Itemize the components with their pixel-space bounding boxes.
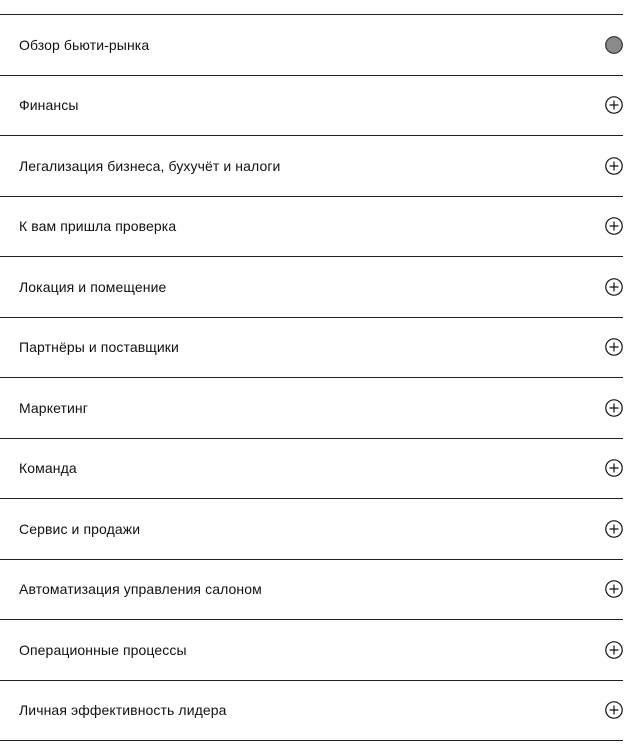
accordion-item[interactable] xyxy=(0,499,623,560)
plus-circle-icon[interactable] xyxy=(605,520,623,538)
accordion-item-label: Сервис и продажи xyxy=(19,520,141,537)
accordion-item-label: Локация и помещение xyxy=(19,278,167,295)
accordion-item-label: К вам пришла проверка xyxy=(19,218,177,235)
plus-circle-icon[interactable] xyxy=(605,399,623,417)
filled-circle-icon[interactable] xyxy=(605,36,623,54)
accordion-item[interactable] xyxy=(0,318,623,379)
accordion-item[interactable] xyxy=(0,439,623,500)
accordion-item-label: Маркетинг xyxy=(19,399,88,416)
accordion-item-label: Команда xyxy=(19,460,77,477)
plus-circle-icon[interactable] xyxy=(605,217,623,235)
accordion-item[interactable] xyxy=(0,257,623,318)
plus-circle-icon[interactable] xyxy=(605,701,623,719)
plus-circle-icon[interactable] xyxy=(605,338,623,356)
plus-circle-icon[interactable] xyxy=(605,96,623,114)
accordion-item-label: Операционные процессы xyxy=(19,641,187,658)
accordion-item[interactable] xyxy=(0,378,623,439)
accordion-item-label: Личная эффективность лидера xyxy=(19,702,227,719)
accordion-item[interactable] xyxy=(0,76,623,137)
accordion-item-label: Легализация бизнеса, бухучёт и налоги xyxy=(19,157,281,174)
accordion-item-label: Обзор бьюти-рынка xyxy=(19,36,150,53)
accordion-item[interactable] xyxy=(0,136,623,197)
plus-circle-icon[interactable] xyxy=(605,580,623,598)
plus-circle-icon[interactable] xyxy=(605,641,623,659)
plus-circle-icon[interactable] xyxy=(605,459,623,477)
accordion-item[interactable] xyxy=(0,560,623,621)
plus-circle-icon[interactable] xyxy=(605,157,623,175)
accordion-item-label: Автоматизация управления салоном xyxy=(19,581,262,598)
accordion-list xyxy=(0,14,623,741)
accordion-item[interactable] xyxy=(0,681,623,742)
accordion-item[interactable] xyxy=(0,620,623,681)
accordion-item[interactable] xyxy=(0,15,623,76)
accordion-item[interactable] xyxy=(0,197,623,258)
accordion-item-label: Партнёры и поставщики xyxy=(19,339,179,356)
plus-circle-icon[interactable] xyxy=(605,278,623,296)
accordion-item-label: Финансы xyxy=(19,97,79,114)
